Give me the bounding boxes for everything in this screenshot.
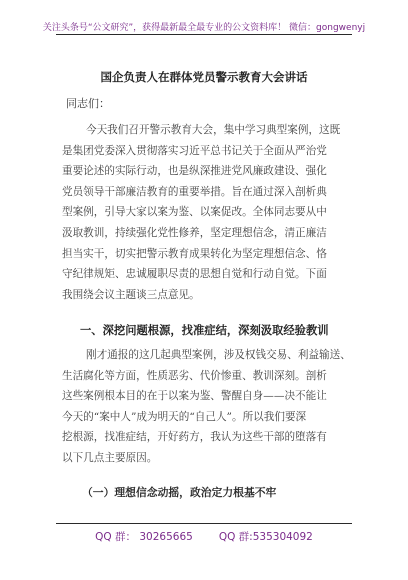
paragraph-line: 刚才通报的这几起典型案例，涉及权钱交易、利益输送、 [86,349,351,361]
paragraph-line: 今天我们召开警示教育大会，集中学习典型案例，这既 [86,124,341,136]
paragraph-line: 汲取教训，持续强化党性修养，坚定理想信念，清正廉洁 [62,226,327,239]
paragraph-line: 今天的“案中人”成为明天的“自己人”。所以我们要深 [62,410,307,423]
footer-divider [56,523,352,524]
footer-contact [0,529,408,544]
footer-qq-group-1: QQ 群： 30265665 [95,531,193,543]
paragraph-line: 生活腐化等方面，性质恶劣、代价惨重、教训深刻。剖析 [62,369,327,382]
paragraph-line: 型案例，引导大家以案为鉴、以案促改。全体同志要从中 [62,206,327,219]
salutation: 同志们： [66,97,110,110]
header-divider [56,34,352,35]
paragraph-line: 党员领导干部廉洁教育的重要举措。旨在通过深入剖析典 [62,185,327,198]
paragraph-line: 担当实干，切实把警示教育成果转化为坚定理想信念、恪 [62,247,327,260]
section-heading-1: 一、深挖问题根源，找准症结，深刻汲取经验教训 [80,324,329,337]
paragraph-line: 以下几点主要原因。 [62,451,158,464]
paragraph-line: 我围绕会议主题谈三点意见。 [62,288,200,301]
paragraph-section-1 [62,345,354,469]
document-title: 国企负责人在群体党员警示教育大会讲话 [100,70,308,84]
paragraph-line: 是集团党委深入贯彻落实习近平总书记关于全面从严治党 [62,144,327,157]
paragraph-intro [62,120,354,305]
header-promo-note: 关注头条号“公文研究”，获得最新最全最专业的公文资料库！ 微信：gongwenyj [42,23,366,33]
footer-qq-group-2: QQ 群:535304092 [218,531,313,543]
subsection-heading-1: （一）理想信念动摇，政治定力根基不牢 [82,486,277,499]
paragraph-line: 这些案例根本目的在于以案为鉴、警醒自身——决不能让 [62,390,327,403]
paragraph-line: 重要论述的实际行动，也是纵深推进党风廉政建设、强化 [62,165,327,178]
paragraph-line: 守纪律规矩、忠诚履职尽责的思想自觉和行动自觉。下面 [62,268,327,281]
paragraph-line: 挖根源，找准症结，开好药方，我认为这些干部的堕落有 [62,431,327,444]
